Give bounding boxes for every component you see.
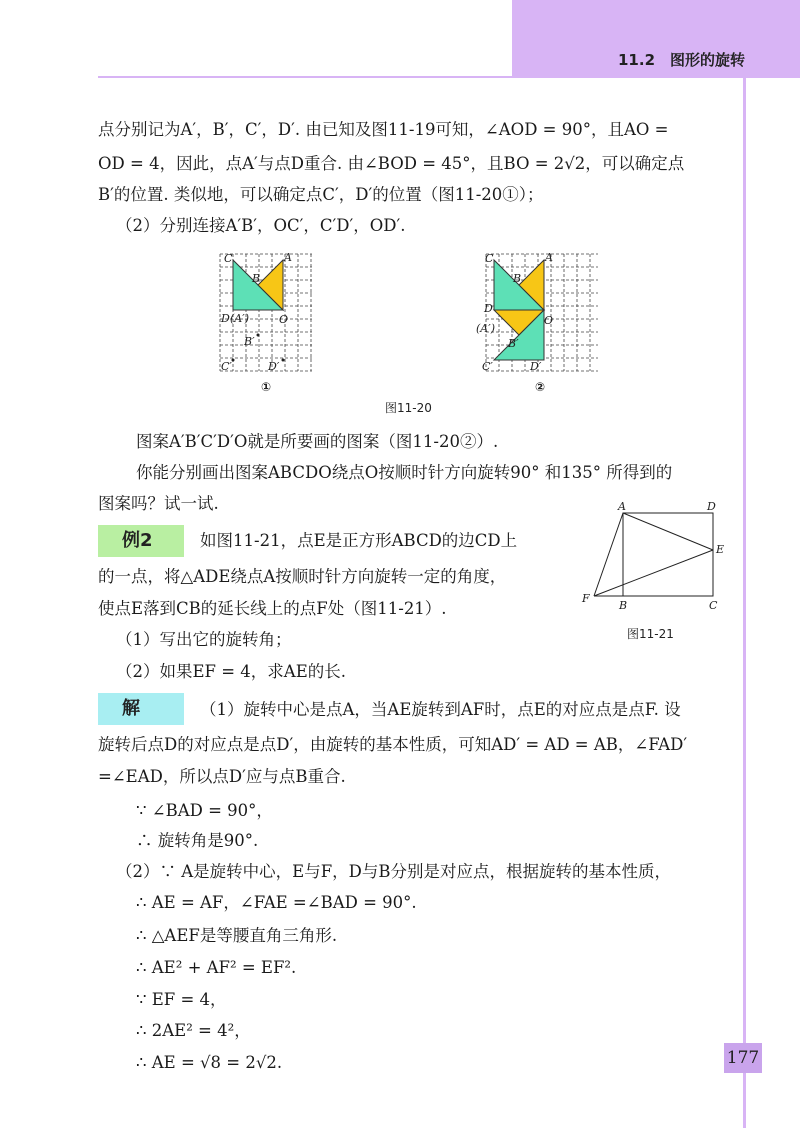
figure-11-20-part1 <box>216 250 316 375</box>
label-C: C <box>709 599 718 612</box>
label-A: A <box>284 251 292 264</box>
text-line: 旋转后点D的对应点是点D′，由旋转的基本性质，可知AD′ = AD = AB，∠FAD′ <box>98 735 688 754</box>
label-O: O <box>279 313 289 326</box>
text-line: 如图11-21，点E是正方形ABCD的边CD上 <box>200 531 518 550</box>
text-line: （1）写出它的旋转角； <box>116 630 292 649</box>
text-line: 图案A′B′C′D′O就是所要画的图案（图11-20②）. <box>136 432 499 451</box>
text-line: =∠EAD，所以点D′应与点B重合. <box>98 767 346 786</box>
label-A: A <box>545 251 553 264</box>
label-A-prime: (A′) <box>230 312 250 325</box>
text-line: OD = 4，因此，点A′与点D重合. 由∠BOD = 45°，且BO = 2√2，可以确定点 <box>98 154 685 173</box>
label-F: F <box>582 592 590 605</box>
label-D-prime: D′ <box>268 360 280 373</box>
text-line: 使点E落到CB的延长线上的点F处（图11-21）. <box>98 599 447 618</box>
page-number: 177 <box>724 1043 762 1073</box>
text-line: 你能分别画出图案ABCDO绕点O按顺时针方向旋转90° 和135° 所得到的 <box>136 463 673 482</box>
figure-11-21 <box>578 500 728 620</box>
label-C-prime: C′ <box>221 360 232 373</box>
label-B: B <box>619 599 628 612</box>
example-badge: 例2 <box>98 525 184 557</box>
figure-caption: 图11-20 <box>385 401 432 415</box>
text-line: ∵ EF = 4， <box>136 990 227 1009</box>
subfigure-label-1: ① <box>261 380 272 394</box>
label-E: E <box>716 543 725 556</box>
section-title: 11.2 图形的旋转 <box>618 51 746 69</box>
label-A: A <box>618 500 626 513</box>
side-rule <box>743 78 746 1128</box>
text-line: （2）如果EF = 4，求AE的长. <box>116 662 347 681</box>
label-D: D <box>484 302 493 315</box>
label-D: D <box>221 312 230 325</box>
label-A-prime: (A′) <box>476 322 496 335</box>
subfigure-label-2: ② <box>535 380 546 394</box>
text-line: ∴ AE = AF，∠FAE =∠BAD = 90°. <box>136 893 417 912</box>
label-D: D <box>707 500 716 513</box>
label-C: C <box>224 252 233 265</box>
text-line: ∴ 旋转角是90°. <box>136 831 259 850</box>
text-line: （1）旋转中心是点A，当AE旋转到AF时，点E的对应点是点F. 设 <box>200 700 681 719</box>
figure-caption: 图11-21 <box>627 627 674 641</box>
header-rule <box>98 76 800 78</box>
text-line: ∵ ∠BAD = 90°， <box>136 801 273 820</box>
label-B-prime: B′ <box>244 335 255 348</box>
text-line: ∴ AE = √8 = 2√2. <box>136 1053 283 1072</box>
solution-badge: 解 <box>98 693 184 725</box>
text-line: B′的位置. 类似地，可以确定点C′，D′的位置（图11-20①）； <box>98 185 544 204</box>
figure-11-20-part2 <box>476 250 602 375</box>
label-D-prime: D′ <box>530 360 542 373</box>
text-line: 图案吗？试一试. <box>98 494 219 513</box>
text-line: ∴ AE² + AF² = EF². <box>136 958 297 977</box>
text-line: ∴ △AEF是等腰直角三角形. <box>136 926 338 945</box>
label-B: B <box>513 272 522 285</box>
label-O: O <box>544 314 554 327</box>
text-line: 点分别记为A′，B′，C′，D′. 由已知及图11-19可知，∠AOD = 90°，且AO = <box>98 120 669 139</box>
label-C: C <box>485 252 494 265</box>
text-line: （2）∵ A是旋转中心，E与F，D与B分别是对应点，根据旋转的基本性质， <box>116 862 672 881</box>
text-line: ∴ 2AE² = 4²， <box>136 1021 251 1040</box>
label-C-prime: C′ <box>482 360 493 373</box>
label-B: B <box>252 272 261 285</box>
label-B-prime: B′ <box>508 337 519 350</box>
text-line: （2）分别连接A′B′，OC′，C′D′，OD′. <box>116 216 406 235</box>
text-line: 的一点，将△ADE绕点A按顺时针方向旋转一定的角度， <box>98 567 507 586</box>
